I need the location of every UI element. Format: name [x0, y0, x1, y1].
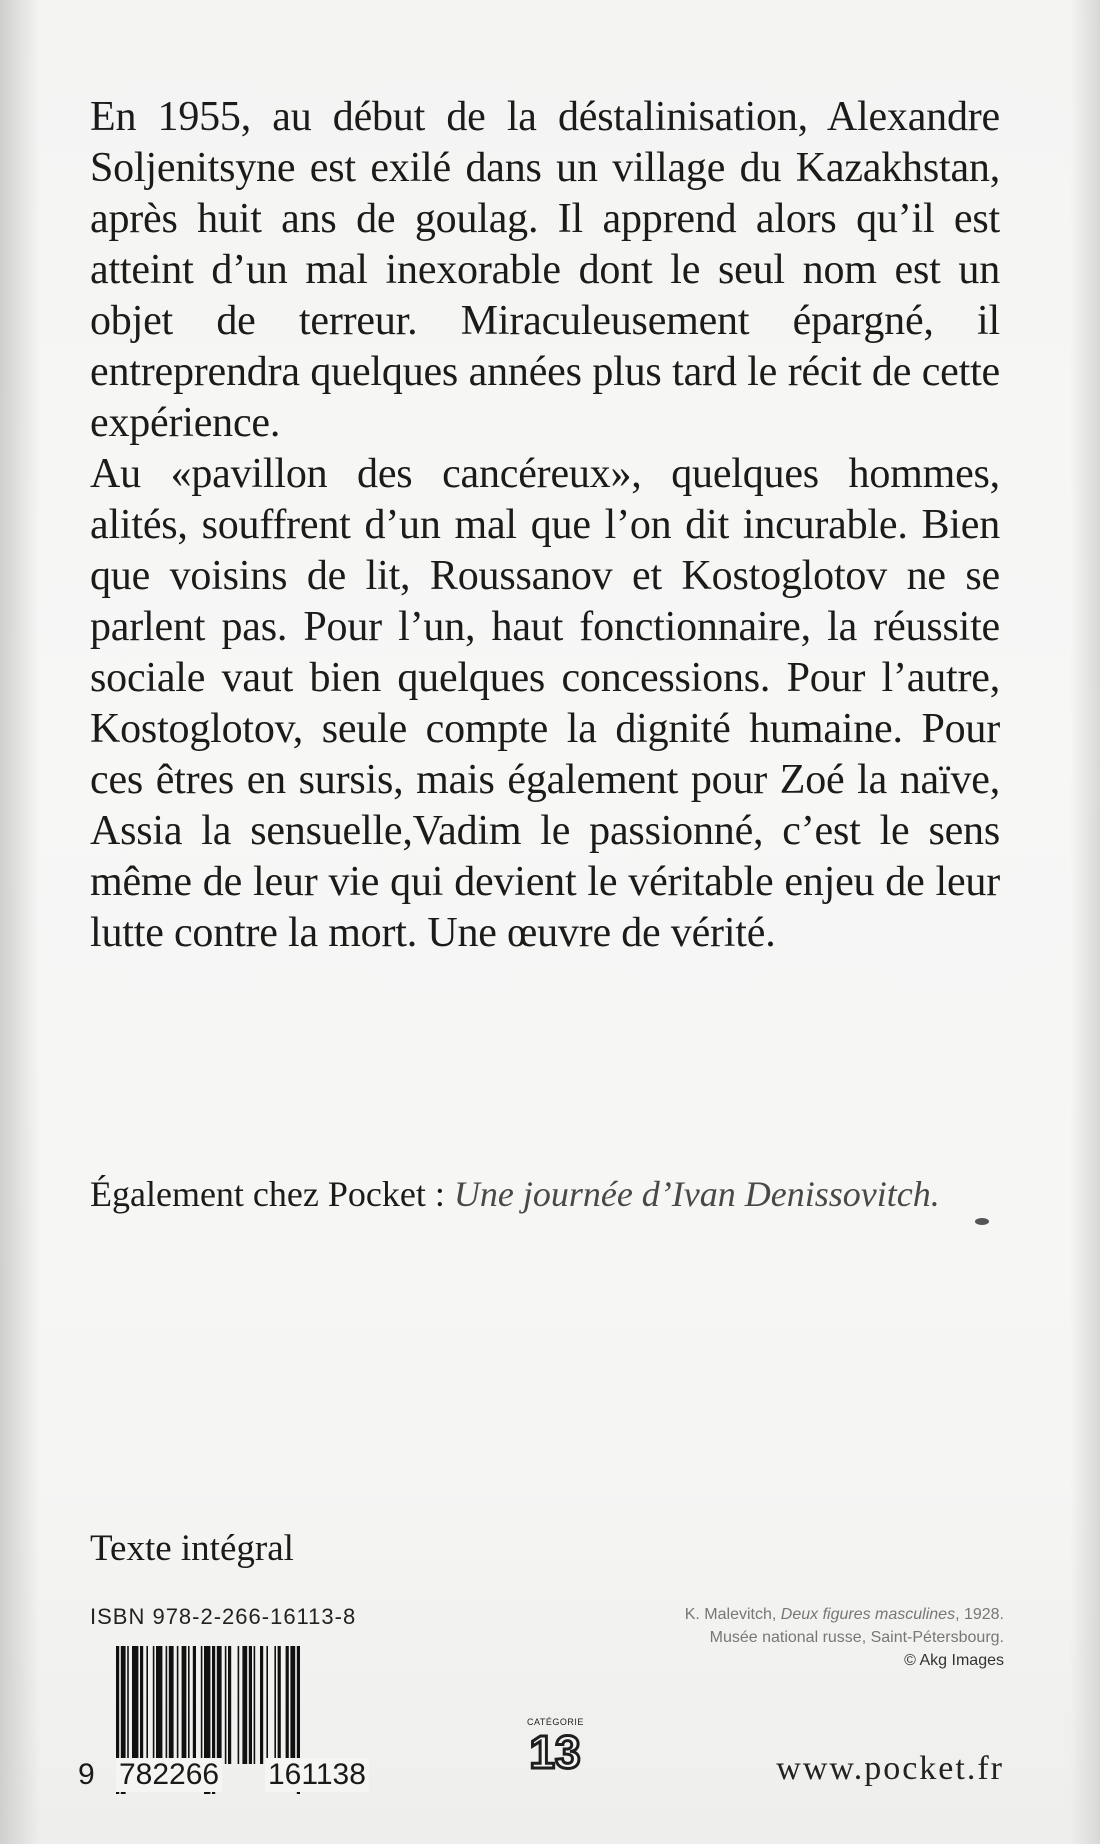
cover-art-credits: [584, 1603, 1004, 1672]
category-badge: [527, 1716, 583, 1782]
blurb-paragraph-1: En 1955, au début de la déstalinisation, Alexandre Soljenitsyne est exilé dans un village du Kazakhstan, après huit ans de goulag. Il apprend alors qu’il est atteint d’un mal inexorable dont le seul nom est un objet de terreur. Miraculeusement épargné, il entreprendra quelques années plus tard le récit de cette expérience.: [90, 94, 1000, 446]
barcode-group-1: 782266: [116, 1758, 222, 1792]
credits-year: , 1928.: [955, 1606, 1004, 1623]
blurb-paragraph-2: Au «pavillon des cancéreux», quelques hommes, alités, souffrent d’un mal que l’on dit incurable. Bien que voisins de lit, Roussanov et Kostoglotov ne se parlent pas. Pour l’un, haut fonctionnaire, la réussite sociale vaut bien quelques concessions. Pour l’autre, Kostoglotov, seule compte la dignité humaine. Pour ces êtres en sursis, mais également pour Zoé la naïve, Assia la sensuelle,Vadim le passionné, c’est le sens même de leur vie qui devient le véritable enjeu de leur lutte contre la mort. Une œuvre de vérité.: [90, 451, 1000, 956]
category-label: CATÉGORIE: [527, 1717, 584, 1727]
credits-museum: Musée national russe, Saint-Pétersbourg.: [709, 1629, 1004, 1646]
also-title: Une journée d’Ivan Denissovitch.: [453, 1174, 940, 1214]
also-by-author: [90, 1172, 1010, 1216]
integral-text-label: Texte intégral: [90, 1528, 294, 1569]
category-number: 13: [529, 1726, 581, 1778]
credits-work: Deux figures masculines: [780, 1606, 956, 1623]
publisher-website: www.pocket.fr: [776, 1750, 1004, 1787]
also-label: Également chez Pocket :: [90, 1174, 454, 1214]
barcode-first-digit: 9: [78, 1758, 95, 1791]
credits-copyright: © Akg Images: [904, 1652, 1004, 1669]
barcode-group-2: 161138: [265, 1758, 369, 1792]
isbn: ISBN 978-2-266-16113-8: [90, 1604, 357, 1629]
credits-line-artwork: [584, 1603, 1004, 1626]
ink-smudge: [975, 1218, 989, 1225]
blurb: [90, 92, 1000, 959]
credits-artist: K. Malevitch,: [684, 1606, 781, 1623]
